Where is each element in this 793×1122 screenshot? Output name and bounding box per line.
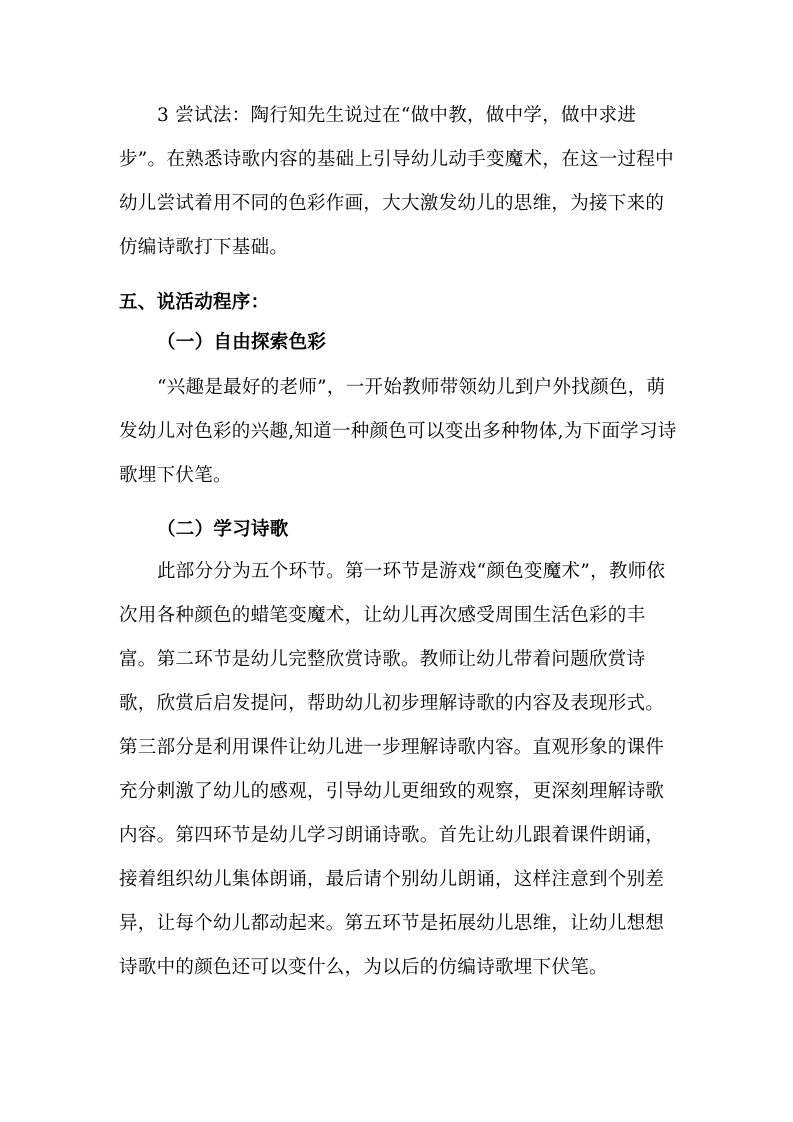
paragraph-free-explore: “兴趣是最好的老师”，一开始教师带领幼儿到户外找颜色，萌发幼儿对色彩的兴趣,知道一种颜色可以变出多种物体,为下面学习诗歌埋下伏笔。 <box>119 377 677 486</box>
subheading-free-explore-colors: （一）自由探索色彩 <box>157 332 327 353</box>
subheading-learn-poem: （二）学习诗歌 <box>157 519 289 540</box>
paragraph-learn-poem: 此部分分为五个环节。第一环节是游戏“颜色变魔术”，教师依次用各种颜色的蜡笔变魔术，让幼儿再次感受周围生活色彩的丰富。第二环节是幼儿完整欣赏诗歌。教师让幼儿带着问题欣赏诗歌，欣赏后启发提问，帮助幼儿初步理解诗歌的内容及表现形式。第三部分是利用课件让幼儿进一步理解诗歌内容。直观形象的课件充分刺激了幼儿的感观，引导幼儿更细致的观察，更深刻理解诗歌内容。第四环节是幼儿学习朗诵诗歌。首先让幼儿跟着课件朗诵，接着组织幼儿集体朗诵，最后请个别幼儿朗诵，这样注意到个别差异，让每个幼儿都动起来。第五环节是拓展幼儿思维，让幼儿想想诗歌中的颜色还可以变什么，为以后的仿编诗歌埋下伏笔。 <box>119 561 666 978</box>
paragraph-try-method: 3 尝试法：陶行知先生说过在“做中教，做中学，做中求进步”。在熟悉诗歌内容的基础上引导幼儿动手变魔术，在这一过程中幼儿尝试着用不同的色彩作画，大大激发幼儿的思维，为接下来的仿编诗歌打下基础。 <box>119 105 674 258</box>
section-heading-activity-procedure: 五、说活动程序： <box>119 292 270 313</box>
